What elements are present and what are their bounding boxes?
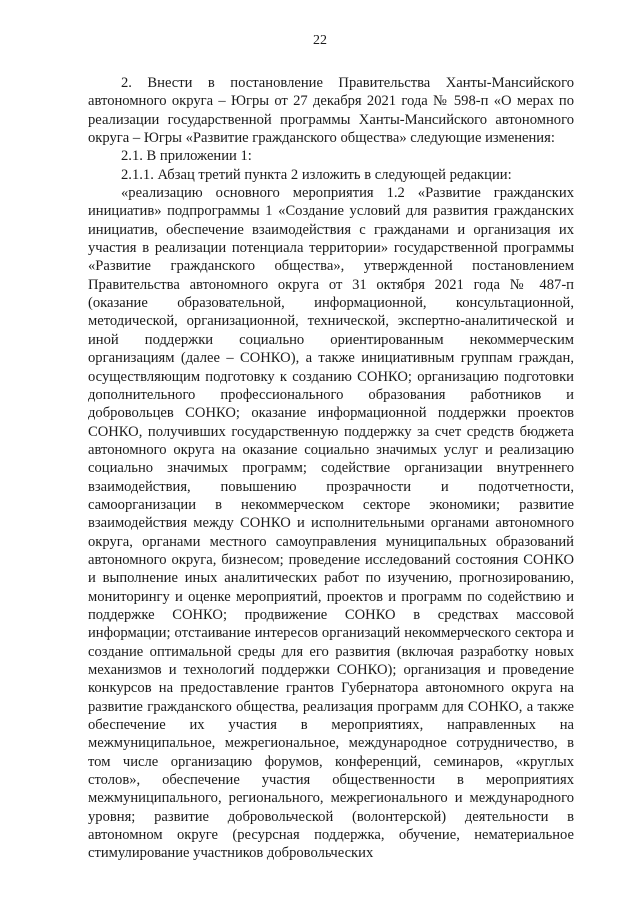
paragraph-appendix-heading: 2.1. В приложении 1:: [121, 148, 252, 165]
document-body: [88, 74, 574, 863]
paragraph-clause-instruction: 2.1.1. Абзац третий пункта 2 изложить в следующей редакции:: [121, 166, 512, 183]
paragraph-new-wording: «реализацию основного мероприятия 1.2 «Развитие гражданских инициатив» подпрограммы 1 «Создание условий для развития гражданских инициатив, обеспечение взаимодействия с гражданами и организация их участия в реализации потенциала территории» государственной программы «Развитие гражданского общества», утвержденной постановлением Правительства автономного округа от 31 октября 2021 года № 487-п (оказание образовательной, информационной, консультационной, методической, организационной, технической, экспертно-аналитической и иной поддержки социально ориентированным некоммерческим организациям (далее – СОНКО), а также инициативным группам граждан, осуществляющим подготовку к созданию СОНКО; организацию подготовки дополнительного профессионального образования работников и добровольцев СОНКО; оказание информационной поддержки проектов СОНКО, получивших государственную поддержку за счет средств бюджета автономного округа на оказание социально значимых услуг и реализацию социально значимых программ; содействие организации внутреннего взаимодействия, повышению прозрачности и подотчетности, самоорганизации в некоммерческом секторе экономики; развитие взаимодействия между СОНКО и исполнительными органами автономного округа, органами местного самоуправления муниципальных образований автономного округа, бизнесом; проведение исследований состояния СОНКО и выполнение иных аналитических работ по изучению, прогнозированию, мониторингу и оценке мероприятий, проектов и программ по содействию и поддержке СОНКО; продвижение СОНКО в средствах массовой информации; отстаивание интересов организаций некоммерческого сектора и создание оптимальной среды для его развития (включая разработку новых механизмов и технологий поддержки СОНКО); организация и проведение конкурсов на предоставление грантов Губернатора автономного округа на развитие гражданского общества, реализация программ для СОНКО, а также обеспечение их участия в мероприятиях, направленных на межмуниципальное, межрегиональное, международное сотрудничество, в том числе организацию форумов, конференций, семинаров, «круглых столов», обеспечение участия общественности в мероприятиях межмуниципального, регионального, межрегионального и международного уровня; развитие добровольческой (волонтерской) деятельности в автономном округе (ресурсная поддержка, обучение, нематериальное стимулирование участников добровольческих: [88, 185, 574, 862]
page-number: 22: [313, 33, 327, 48]
paragraph-amendment-intro: 2. Внести в постановление Правительства Ханты-Мансийского автономного округа – Югры от 27 декабря 2021 года № 598-п «О мерах по реализации государственной программы Ханты-Мансийского автономного округа – Югры «Развитие гражданского общества» следующие изменения:: [88, 75, 574, 147]
